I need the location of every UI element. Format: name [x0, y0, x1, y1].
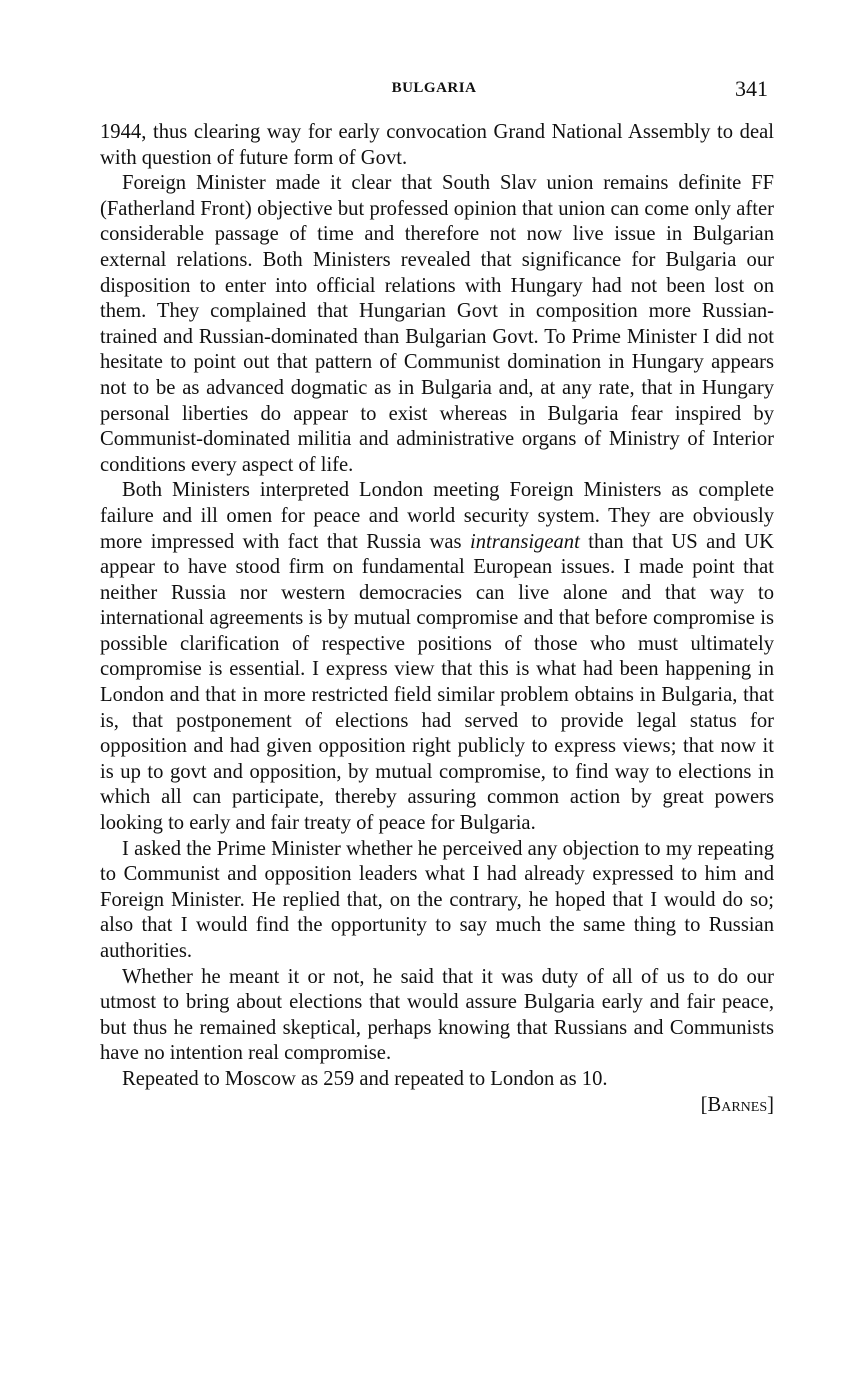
paragraph-6-text: Repeated to Moscow as 259 and repeated to London as 10.	[122, 1067, 608, 1090]
paragraph-3-italic-term: intransigeant	[469, 530, 580, 553]
paragraph-3-text-before: Both Ministers interpreted London meeting Foreign Ministers as complete failure and ill omen for peace and world security system. They are obviously more impressed with fact that Russia was	[100, 479, 774, 553]
paragraph-2	[100, 171, 774, 478]
paragraph-5	[100, 965, 774, 1067]
signature	[100, 1093, 774, 1119]
paragraph-2-text: Foreign Minister made it clear that South Slav union remains definite FF (Fatherland Front) objective but professed opinion that union can come only after considerable passage of time and therefore not now live issue in Bulgarian external relations. Both Ministers revealed that significance for Bulgaria our disposition to enter into official relations with Hungary had not been lost on them. They complained that Hungarian Govt in composition more Russian-trained and Russian-dominated than Bulgarian Govt. To Prime Minister I did not hesitate to point out that pattern of Communist domination in Hungary appears not to be as advanced dogmatic as in Bulgaria and, at any rate, that in Hungary personal liberties do appear to exist whereas in Bulgaria fear inspired by Communist-dominated militia and administrative organs of Ministry of Interior conditions every aspect of life.	[100, 172, 774, 476]
paragraph-1	[100, 120, 774, 171]
paragraph-4-text: I asked the Prime Minister whether he perceived any objection to my repeating to Communist and opposition leaders what I had already expressed to him and Foreign Minister. He replied that, on the contrary, he hoped that I would do so; also that I would find the opportunity to say much the same thing to Russian authorities.	[100, 837, 774, 962]
paragraph-4	[100, 837, 774, 965]
paragraph-3	[100, 478, 774, 836]
running-head	[100, 76, 768, 106]
paragraph-1-text: 1944, thus clearing way for early convocation Grand National Assembly to deal with question of future form of Govt.	[100, 121, 774, 169]
paragraph-5-text: Whether he meant it or not, he said that it was duty of all of us to do our utmost to bring about elections that would assure Bulgaria early and fair peace, but thus he remained skeptical, perhaps knowing that Russians and Communists have no intention real compromise.	[100, 965, 774, 1065]
paragraph-6	[100, 1067, 774, 1093]
body-text	[100, 120, 774, 1118]
running-title: BULGARIA	[391, 80, 477, 96]
paragraph-3-text-after: than that US and UK appear to have stood firm on fundamental European issues. I made point that neither Russia nor western democracies can live alone and that way to international agreements is by mutual compromise and that before compromise is possible clarification of respective positions of those who must ultimately compromise is essential. I express view that this is what had been happening in London and that in more restricted field similar problem obtains in Bulgaria, that is, that postponement of elections had served to provide legal status for opposition and had given opposition right publicly to express views; that now it is up to govt and opposition, by mutual compromise, to find way to elections in which all can participate, thereby assuring common action by great powers looking to early and fair treaty of peace for Bulgaria.	[100, 530, 774, 835]
page-number: 341	[735, 76, 768, 101]
signature-text: [Barnes]	[700, 1093, 774, 1116]
